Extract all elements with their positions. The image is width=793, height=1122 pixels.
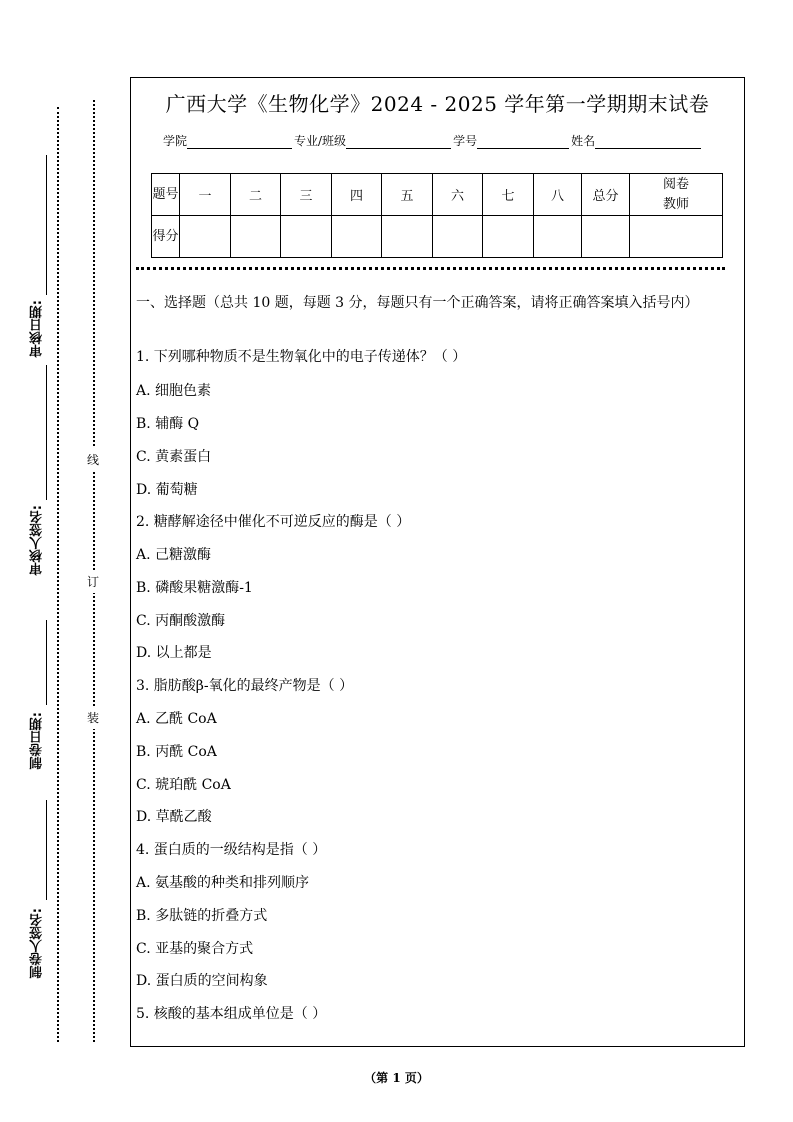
question-option: B. 多肽链的折叠方式 bbox=[136, 908, 268, 924]
score-col-grader: 阅卷教师 bbox=[630, 174, 723, 216]
score-cell-8[interactable] bbox=[534, 216, 582, 258]
score-col-4: 四 bbox=[332, 174, 382, 216]
binding-mark-staple: 订 bbox=[87, 570, 99, 593]
student-info-row bbox=[163, 132, 703, 149]
binding-mark-bind: 装 bbox=[87, 706, 99, 729]
score-cell-3[interactable] bbox=[281, 216, 332, 258]
score-cell-total[interactable] bbox=[582, 216, 630, 258]
college-label: 学院 bbox=[163, 134, 188, 148]
question-option: D. 以上都是 bbox=[136, 645, 212, 661]
question-stem: 4. 蛋白质的一级结构是指（ ） bbox=[136, 842, 327, 858]
score-table-row-header: 题号 bbox=[152, 174, 180, 216]
reviewer-signature-label: 审核人签名: bbox=[30, 505, 45, 576]
section-heading: 一、选择题（总共 10 题，每题 3 分，每题只有一个正确答案，请将正确答案填入括号内） bbox=[136, 295, 699, 311]
compile-date-label: 制卷日期: bbox=[30, 712, 45, 770]
score-col-3: 三 bbox=[281, 174, 332, 216]
score-cell-2[interactable] bbox=[231, 216, 281, 258]
compiler-signature-label: 制卷人签名: bbox=[30, 908, 45, 979]
question-option: D. 葡萄糖 bbox=[136, 482, 198, 498]
score-cell-5[interactable] bbox=[382, 216, 433, 258]
question-stem: 3. 脂肪酸β-氧化的最终产物是（ ） bbox=[136, 678, 354, 694]
score-cell-7[interactable] bbox=[483, 216, 534, 258]
review-date-label: 审核日期: bbox=[30, 300, 45, 358]
binding-mark-line: 线 bbox=[87, 448, 99, 471]
score-col-6: 六 bbox=[433, 174, 483, 216]
score-cell-4[interactable] bbox=[332, 216, 382, 258]
compiler-signature-line bbox=[46, 800, 47, 900]
question-option: B. 丙酰 CoA bbox=[136, 744, 217, 760]
score-col-7: 七 bbox=[483, 174, 534, 216]
score-cell-grader[interactable] bbox=[630, 216, 723, 258]
question-option: D. 草酰乙酸 bbox=[136, 809, 212, 825]
question-stem: 5. 核酸的基本组成单位是（ ） bbox=[136, 1006, 327, 1022]
question-option: A. 细胞色素 bbox=[136, 383, 212, 399]
student-id-label: 学号 bbox=[453, 134, 478, 148]
score-row-label: 得分 bbox=[152, 216, 180, 258]
question-stem: 2. 糖酵解途径中催化不可逆反应的酶是（ ） bbox=[136, 514, 411, 530]
score-col-total: 总分 bbox=[582, 174, 630, 216]
score-table bbox=[151, 173, 723, 258]
margin-dotted-line-left bbox=[57, 107, 59, 1042]
score-cell-6[interactable] bbox=[433, 216, 483, 258]
reviewer-signature-line bbox=[46, 365, 47, 500]
question-option: B. 磷酸果糖激酶-1 bbox=[136, 580, 253, 596]
question-option: A. 乙酰 CoA bbox=[136, 711, 217, 727]
question-option: B. 辅酶 Q bbox=[136, 416, 200, 432]
section-dotted-separator bbox=[136, 267, 725, 270]
question-option: C. 琥珀酰 CoA bbox=[136, 777, 231, 793]
question-option: C. 丙酮酸激酶 bbox=[136, 613, 226, 629]
major-class-field[interactable] bbox=[346, 134, 451, 149]
major-class-label: 专业/班级 bbox=[294, 134, 347, 148]
review-date-line bbox=[46, 155, 47, 295]
score-col-5: 五 bbox=[382, 174, 433, 216]
question-option: C. 亚基的聚合方式 bbox=[136, 941, 254, 957]
student-id-field[interactable] bbox=[477, 134, 569, 149]
name-field[interactable] bbox=[595, 134, 701, 149]
question-stem: 1. 下列哪种物质不是生物氧化中的电子传递体？（ ） bbox=[136, 349, 467, 365]
question-option: A. 己糖激酶 bbox=[136, 547, 212, 563]
college-field[interactable] bbox=[187, 134, 292, 149]
page-number: （第 1 页） bbox=[364, 1071, 429, 1085]
name-label: 姓名 bbox=[571, 134, 596, 148]
exam-title: 广西大学《生物化学》2024 - 2025 学年第一学期期末试卷 bbox=[165, 92, 710, 116]
question-option: C. 黄素蛋白 bbox=[136, 449, 212, 465]
score-col-1: 一 bbox=[180, 174, 231, 216]
compile-date-line bbox=[46, 620, 47, 705]
score-col-8: 八 bbox=[534, 174, 582, 216]
question-option: A. 氨基酸的种类和排列顺序 bbox=[136, 875, 310, 891]
score-cell-1[interactable] bbox=[180, 216, 231, 258]
score-col-2: 二 bbox=[231, 174, 281, 216]
question-option: D. 蛋白质的空间构象 bbox=[136, 973, 268, 989]
